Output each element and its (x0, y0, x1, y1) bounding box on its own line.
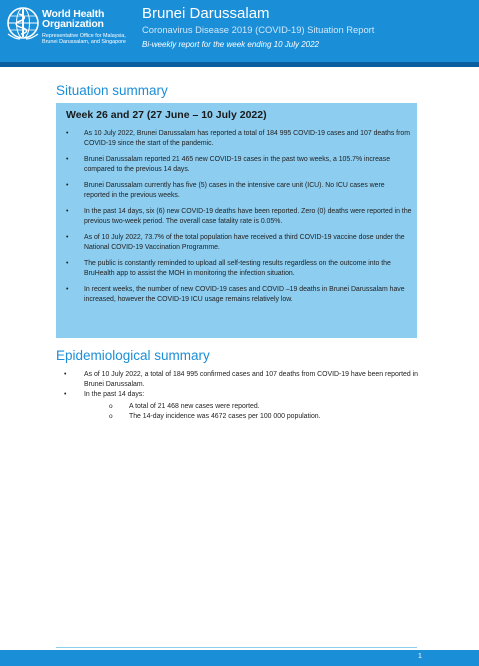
list-item: • In recent weeks, the number of new COVID-19 cases and COVID –19 deaths in Brunei Darussalam have increased, however the COVID-19 ICU usage remains relatively low. (66, 285, 412, 304)
org-name-line2: Organization (42, 18, 104, 30)
epidemiological-summary-heading: Epidemiological summary (56, 348, 210, 363)
epidemiological-list (64, 370, 418, 423)
bullet-text: In the past 14 days: (84, 391, 145, 398)
org-name (42, 9, 104, 29)
situation-summary-box (56, 103, 417, 338)
sub-list (84, 402, 418, 422)
footer-rule (56, 647, 417, 648)
header-stripe (0, 62, 479, 67)
list-item: • As 10 July 2022, Brunei Darussalam has reported a total of 184 995 COVID-19 cases and 107 deaths from COVID-19 since the start of the pandemic. (66, 129, 412, 148)
sub-list-item: o The 14-day incidence was 4672 cases per 100 000 population. (84, 412, 418, 422)
list-item: • As of 10 July 2022, 73.7% of the total population have received a third COVID-19 vaccine dose under the National COVID-19 Vaccination Programme. (66, 233, 412, 252)
week-range-title: Week 26 and 27 (27 June – 10 July 2022) (66, 109, 267, 121)
list-item: • The public is constantly reminded to upload all self-testing results regardless on the outcome into the BruHealth app to assist the MOH in monitoring the infection situation. (66, 259, 412, 278)
report-header (0, 0, 479, 62)
report-title: Coronavirus Disease 2019 (COVID-19) Situation Report (142, 24, 375, 35)
situation-list (66, 129, 412, 311)
situation-summary-heading: Situation summary (56, 83, 168, 98)
page-footer (0, 650, 479, 666)
page-number: 1 (418, 653, 422, 660)
sub-list-item: o A total of 21 468 new cases were reported. (84, 402, 418, 412)
list-item (64, 390, 418, 422)
who-emblem-icon (6, 6, 40, 40)
org-name-line1: World Health (42, 8, 105, 20)
list-item: • In the past 14 days, six (6) new COVID-19 deaths have been reported. Zero (0) deaths were reported in the previous two-week period. The overall case fatality rate is 0.05%. (66, 207, 412, 226)
who-logo (6, 6, 126, 60)
country-title: Brunei Darussalam (142, 5, 270, 22)
org-subtitle: Representative Office for Malaysia, Brunei Darussalam, and Singapore (42, 33, 126, 46)
list-item: • Brunei Darussalam reported 21 465 new COVID-19 cases in the past two weeks, a 105.7% increase compared to the previous 14 days. (66, 155, 412, 174)
list-item: • Brunei Darussalam currently has five (5) cases in the intensive care unit (ICU). No ICU cases were reported in the previous weeks. (66, 181, 412, 200)
report-subtitle: Bi-weekly report for the week ending 10 July 2022 (142, 40, 319, 49)
bullet-text: As of 10 July 2022, a total of 184 995 confirmed cases and 107 deaths from COVID-19 have been reported in Brunei Darussalam. (84, 371, 418, 388)
list-item (64, 370, 418, 389)
